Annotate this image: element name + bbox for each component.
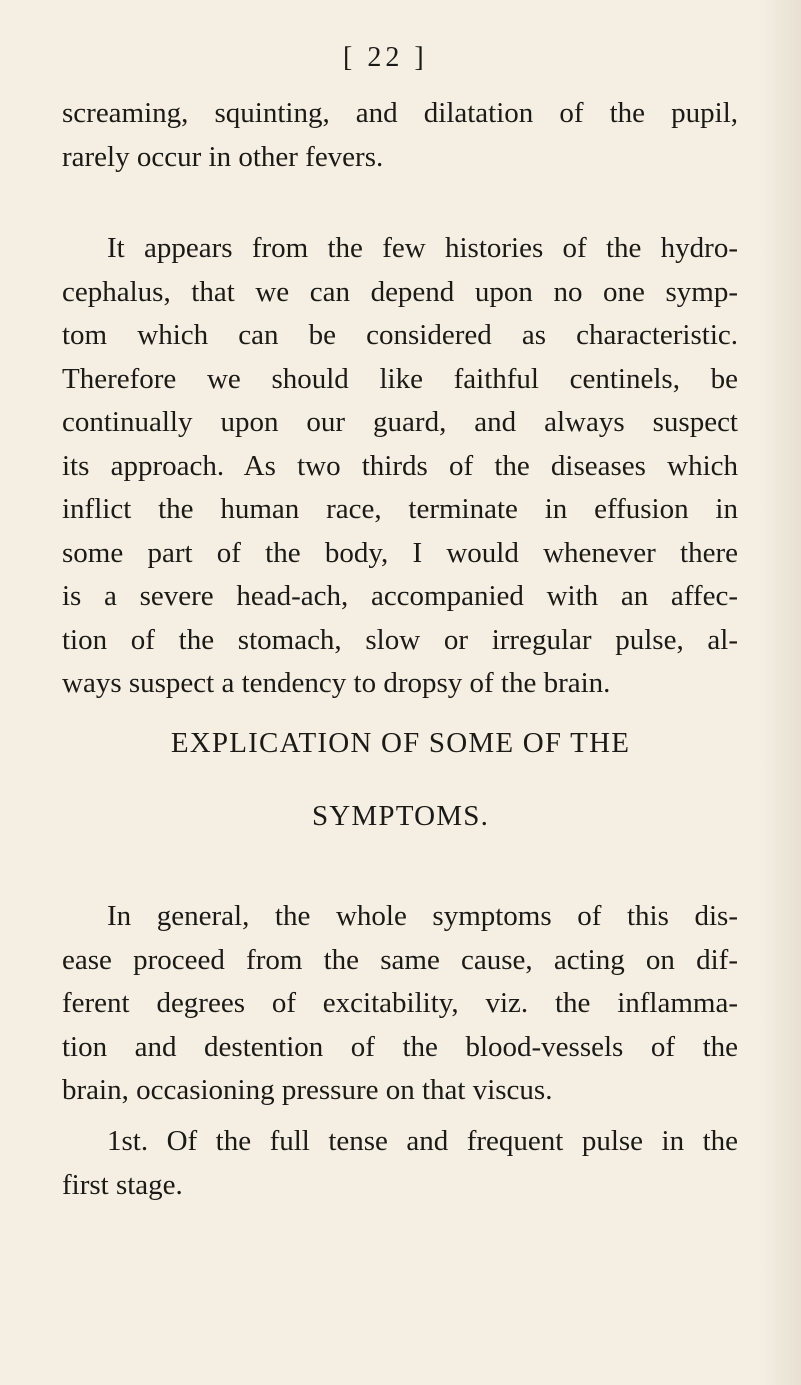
text-line: In general, the whole symptoms of this dis- bbox=[107, 900, 738, 932]
text-line: It appears from the few histories of the hydro- bbox=[107, 232, 738, 264]
section-heading-line-2: SYMPTOMS. bbox=[311, 800, 490, 832]
text-line: ways suspect a tendency to dropsy of the brain. bbox=[62, 667, 611, 699]
text-line: screaming, squinting, and dilatation of the pupil, bbox=[62, 97, 738, 129]
text-line: Therefore we should like faithful centinels, be bbox=[62, 362, 738, 395]
text-line: 1st. Of the full tense and frequent pulse in the bbox=[107, 1125, 738, 1157]
text-line: tom which can be considered as characteristic. bbox=[62, 319, 738, 351]
paragraph-1 bbox=[62, 92, 738, 179]
text-line: its approach. As two thirds of the diseases which bbox=[62, 449, 738, 482]
text-line: brain, occasioning pressure on that viscus. bbox=[62, 1074, 553, 1106]
paragraph-3 bbox=[62, 895, 738, 1113]
text-line: tion of the stomach, slow or irregular pulse, al- bbox=[62, 623, 738, 656]
text-line: some part of the body, I would whenever there bbox=[62, 536, 738, 569]
text-line: first stage. bbox=[62, 1168, 183, 1201]
text-line: is a severe head-ach, accompanied with an affec- bbox=[62, 580, 738, 612]
section-heading-line-1: EXPLICATION OF SOME OF THE bbox=[170, 727, 631, 759]
text-line: tion and destention of the blood-vessels of the bbox=[62, 1030, 738, 1063]
text-line: rarely occur in other fevers. bbox=[62, 140, 384, 173]
text-line: continually upon our guard, and always suspect bbox=[62, 406, 738, 438]
text-line: ease proceed from the same cause, acting on dif- bbox=[62, 943, 738, 976]
paragraph-4 bbox=[62, 1120, 738, 1207]
paragraph-2 bbox=[62, 227, 738, 706]
text-line: cephalus, that we can depend upon no one symp- bbox=[62, 275, 738, 308]
page-number: [ 22 ] bbox=[343, 42, 428, 73]
text-line: ferent degrees of excitability, viz. the inflamma- bbox=[62, 987, 738, 1019]
text-line: inflict the human race, terminate in effusion in bbox=[62, 493, 738, 525]
